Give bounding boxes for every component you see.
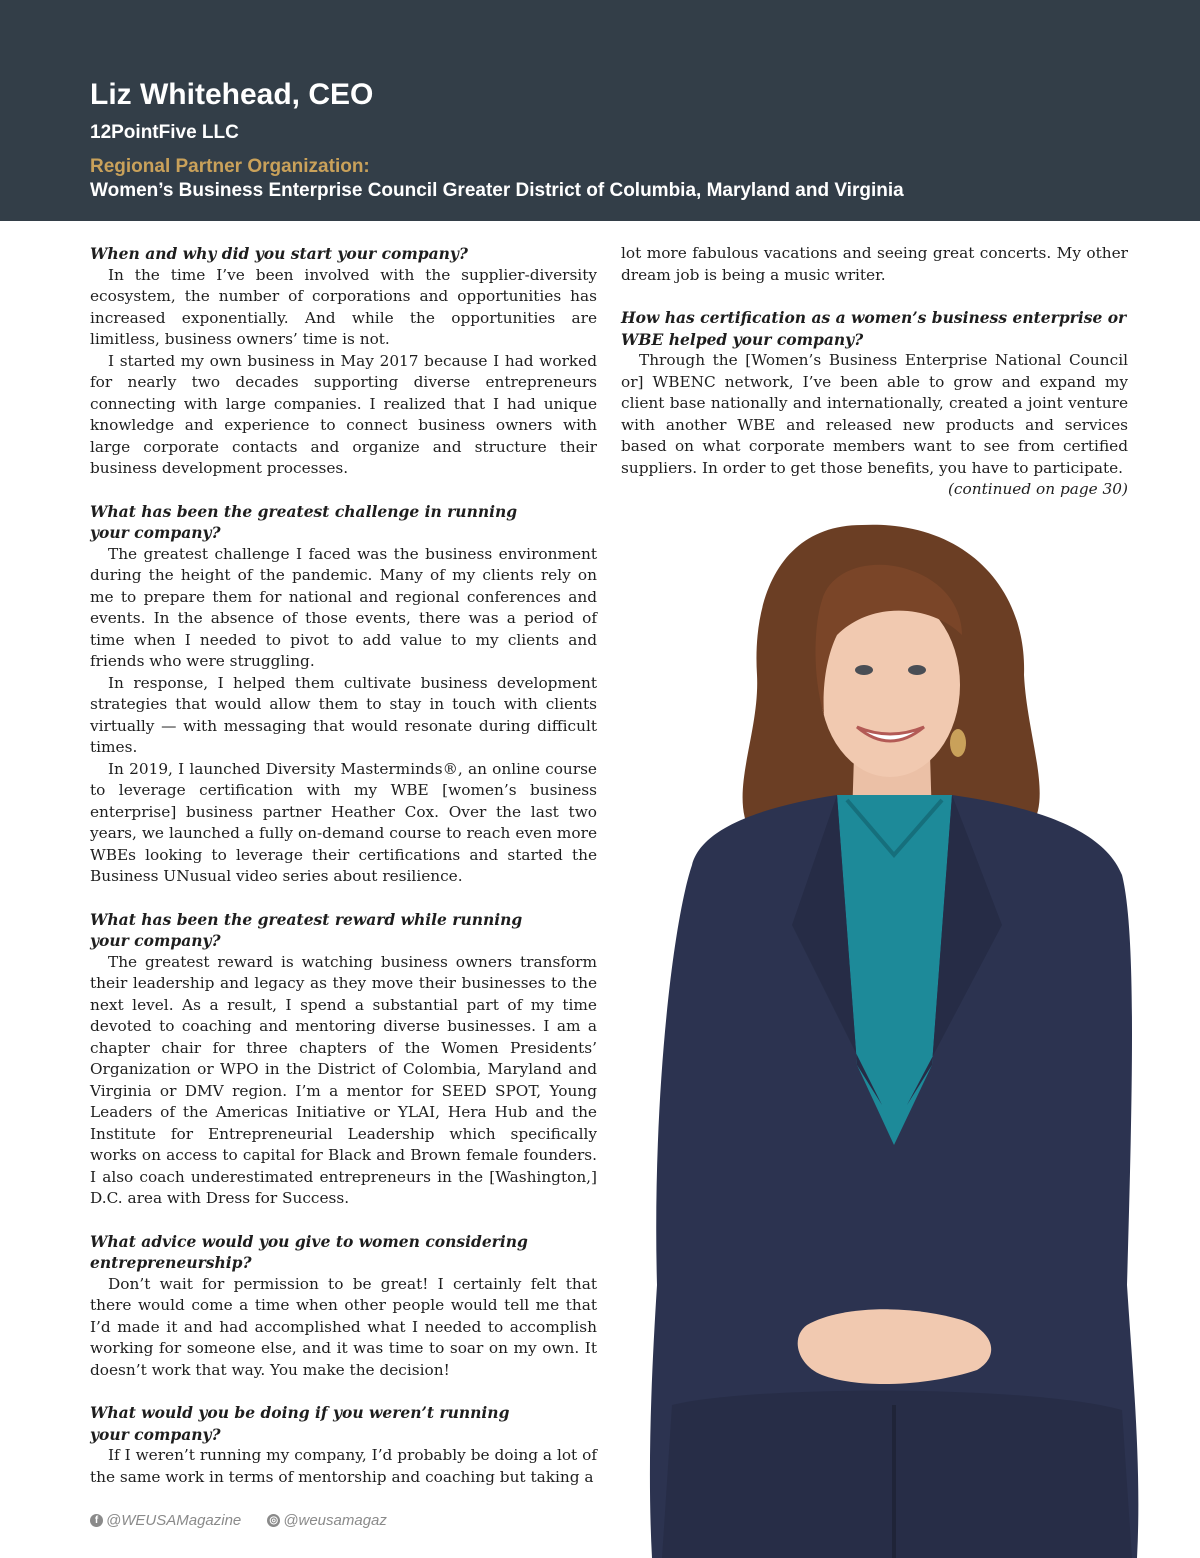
header-banner (0, 0, 1200, 221)
footer-social (90, 1510, 413, 1530)
answer-paragraph: The greatest challenge I faced was the business environment during the height of the pandemic. Many of my clients rely on me to prepare them for national and regional conferences and events. In the absence of those events, there was a period of time when I needed to pivot to add value to my clients and friends who were struggling. (90, 544, 597, 670)
answer-paragraph: Don’t wait for permission to be great! I certainly felt that there would come a time when other people would tell me that I’d made it and had accomplished what I needed to accomplish working for someone else, and it was time to soar on my own. It doesn’t work that way. You make the decision! (90, 1274, 597, 1379)
left-column (90, 243, 597, 1488)
answer-paragraph: I started my own business in May 2017 because I had worked for nearly two decades supporting diverse entrepreneurs connecting with large companies. I realized that I had unique knowledge and experience to connect business owners with large corporate contacts and organize and structure their business development processes. (90, 351, 597, 477)
question-greatest-challenge: What has been the greatest challenge in running your company? (90, 501, 518, 542)
question-advice: What advice would you give to women considering entrepreneurship? (90, 1231, 528, 1272)
person-name: Liz Whitehead, CEO (90, 78, 374, 111)
answer-paragraph: In response, I helped them cultivate business development strategies that would allow them to stay in touch with clients virtually — with messaging that would resonate during difficult times. (90, 673, 597, 756)
facebook-icon: f (90, 1514, 103, 1527)
hands (798, 1309, 991, 1384)
question-alternative-career: What would you be doing if you weren’t running your company? (90, 1403, 510, 1444)
answer-paragraph: The greatest reward is watching business owners transform their leadership and legacy as they move their businesses to the next level. As a result, I spend a substantial part of my time devoted to coaching and mentoring diverse businesses. I am a chapter chair for three chapters of the Women Presidents’ Organization or WPO in the District of Colombia, Maryland and Virginia or DMV region. I’m a mentor for SEED SPOT, Young Leaders of the Americas Initiative or YLAI, Hera Hub and the Institute for Entrepreneurial Leadership which specifically works on access to capital for Black and Brown female founders. I also coach underestimated entrepreneurs in the [Washington,] D.C. area with Dress for Success. (90, 952, 597, 1207)
facebook-handle: @WEUSAMagazine (106, 1511, 242, 1529)
answer-paragraph: In 2019, I launched Diversity Masterminds®, an online course to leverage certification with my WBE [women’s business enterprise] business partner Heather Cox. Over the last two years, we launched a fully on-demand course to reach even more WBEs looking to leverage their certifications and started the Business UNusual video series about resilience. (90, 759, 597, 885)
instagram-handle: @weusamagaz (283, 1511, 387, 1529)
continued-note: (continued on page 30) (947, 480, 1128, 498)
instagram-icon: ◎ (267, 1514, 280, 1527)
question-start-company: When and why did you start your company? (90, 244, 468, 263)
answer-paragraph: If I weren’t running my company, I’d probably be doing a lot of the same work in terms of mentorship and coaching but taking a (90, 1446, 597, 1486)
answer-paragraph: In the time I’ve been involved with the supplier-diversity ecosystem, the number of corporations and opportunities has increased exponentially. And while the opportunities are limitless, business owners’ time is not. (90, 265, 597, 348)
answer-paragraph-continued: lot more fabulous vacations and seeing great concerts. My other dream job is being a music writer. (621, 244, 1128, 284)
company-name: 12PointFive LLC (90, 122, 239, 143)
right-column (621, 243, 1128, 501)
instagram-link[interactable] (267, 1512, 387, 1529)
facebook-link[interactable] (90, 1512, 241, 1529)
rpo-name: Women’s Business Enterprise Council Greater District of Columbia, Maryland and Virginia (90, 180, 904, 201)
question-greatest-reward: What has been the greatest reward while running your company? (90, 909, 523, 950)
portrait-photo (632, 505, 1152, 1558)
rpo-label: Regional Partner Organization: (90, 156, 370, 177)
answer-paragraph: Through the [Women’s Business Enterprise National Council or] WBENC network, I’ve been able to grow and expand my client base nationally and internationally, created a joint venture with another WBE and released new products and services based on what corporate members want to see from certified suppliers. In order to get those benefits, you have to participate. (621, 351, 1128, 477)
question-certification: How has certification as a women’s business enterprise or WBE helped your company? (621, 308, 1127, 349)
